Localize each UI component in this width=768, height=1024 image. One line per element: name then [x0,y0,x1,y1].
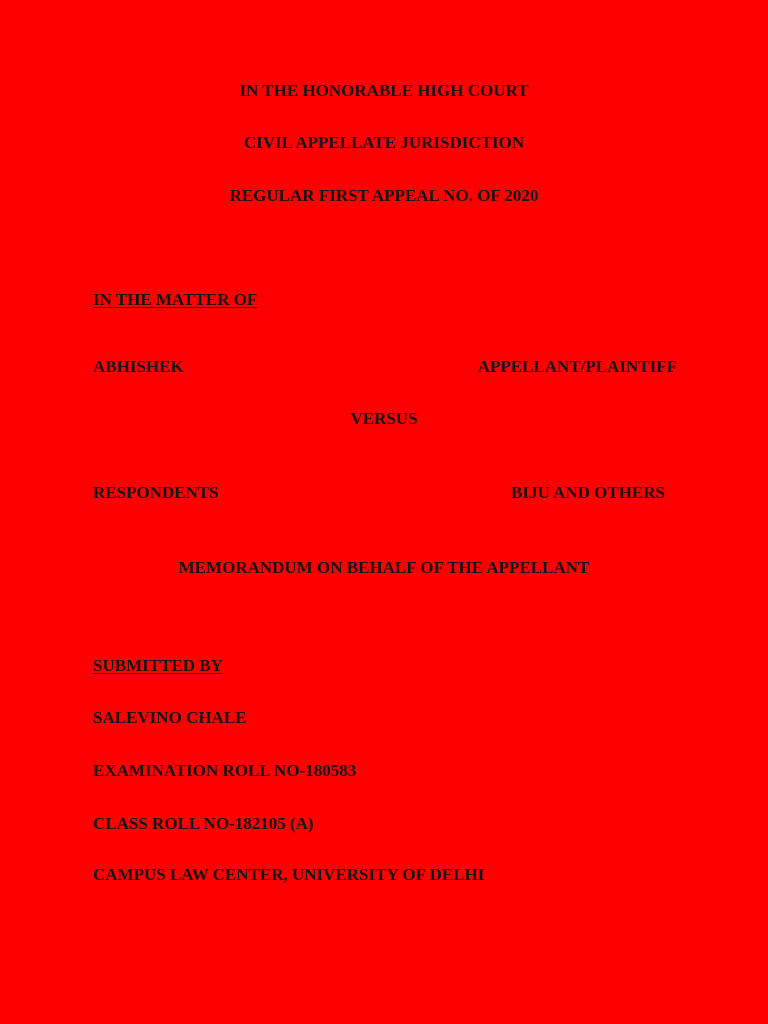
appellant-name: ABHISHEK [93,357,184,376]
class-roll: CLASS ROLL NO-182105 (A) [93,814,314,833]
jurisdiction-heading: CIVIL APPELLATE JURISDICTION [243,133,525,152]
institution-name: CAMPUS LAW CENTER, UNIVERSITY OF DELHI [93,865,485,884]
memorandum-title: MEMORANDUM ON BEHALF OF THE APPELLANT [178,558,590,577]
submitted-by-label: SUBMITTED BY [93,656,223,675]
examination-roll: EXAMINATION ROLL NO-180583 [93,761,357,780]
appeal-heading: REGULAR FIRST APPEAL NO. OF 2020 [229,186,539,205]
court-heading: IN THE HONORABLE HIGH COURT [239,81,529,100]
versus-label: VERSUS [350,409,418,428]
submitter-name: SALEVINO CHALE [93,708,247,727]
respondent-row [93,483,665,503]
appellant-role: APPELLANT/PLAINTIFF [477,357,677,376]
respondent-name: BIJU AND OTHERS [511,483,665,502]
appellant-row [93,357,677,377]
matter-label: IN THE MATTER OF [93,290,258,309]
respondent-role: RESPONDENTS [93,483,219,502]
